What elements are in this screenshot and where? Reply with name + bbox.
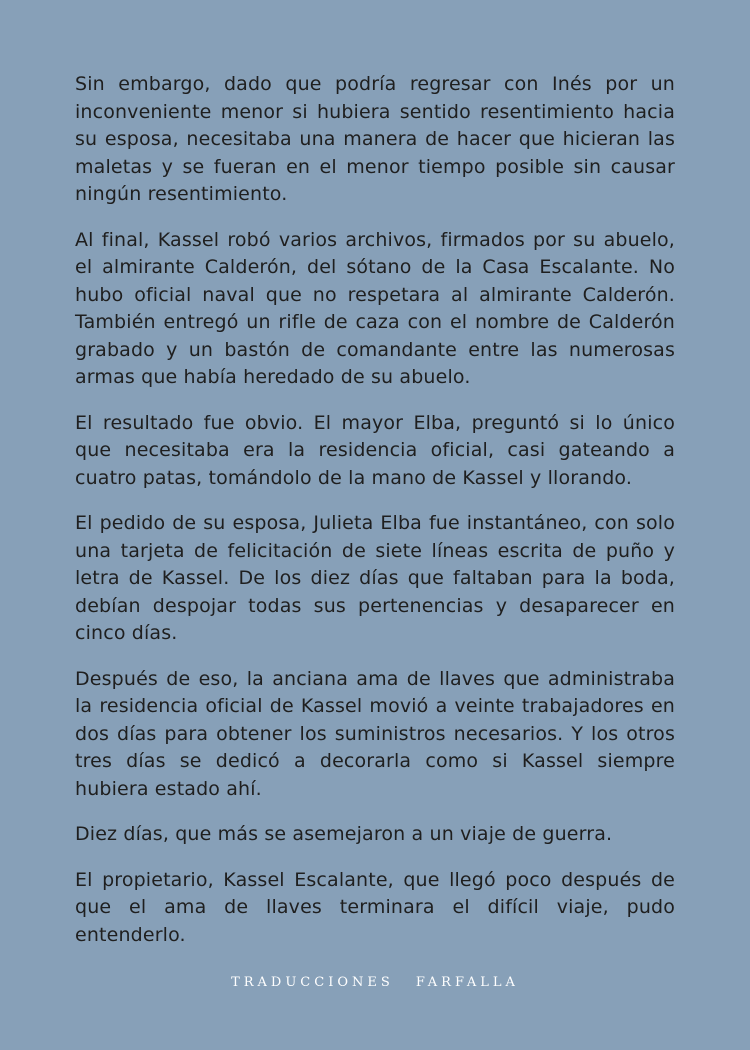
paragraph-5: Después de eso, la anciana ama de llaves que administraba la residencia oficial de Kassel movió a veinte trabajadores en dos días para obtener los suministros necesarios. Y los otros tres días se dedicó a decorarla como si Kassel siempre hubiera estado ahí.	[75, 667, 675, 800]
paragraph-7: El propietario, Kassel Escalante, que llegó poco después de que el ama de llaves terminara el difícil viaje, pudo entenderlo.	[75, 868, 675, 946]
paragraph-6: Diez días, que más se asemejaron a un viaje de guerra.	[75, 823, 613, 845]
paragraph-4: El pedido de su esposa, Julieta Elba fue instantáneo, con solo una tarjeta de felicitación de siete líneas escrita de puño y letra de Kassel. De los diez días que faltaban para la boda, debían despojar todas sus pertenencias y desaparecer en cinco días.	[75, 512, 675, 644]
paragraph-2: Al final, Kassel robó varios archivos, firmados por su abuelo, el almirante Calderón, del sótano de la Casa Escalante. No hubo oficial naval que no respetara al almirante Calderón. También entregó un rifle de caza con el nombre de Calderón grabado y un bastón de comandante entre las numerosas armas que había heredado de su abuelo.	[75, 228, 675, 388]
paragraph-1: Sin embargo, dado que podría regresar con Inés por un inconveniente menor si hubiera sentido resentimiento hacia su esposa, necesitaba una manera de hacer que hicieran las maletas y se fueran en el menor tiempo posible sin causar ningún resentimiento.	[75, 73, 675, 205]
document-body	[75, 71, 675, 967]
paragraph-3: El resultado fue obvio. El mayor Elba, preguntó si lo único que necesitaba era la residencia oficial, casi gateando a cuatro patas, tomándolo de la mano de Kassel y llorando.	[75, 411, 675, 489]
page-footer: TRADUCCIONES FARFALLA	[231, 975, 519, 990]
